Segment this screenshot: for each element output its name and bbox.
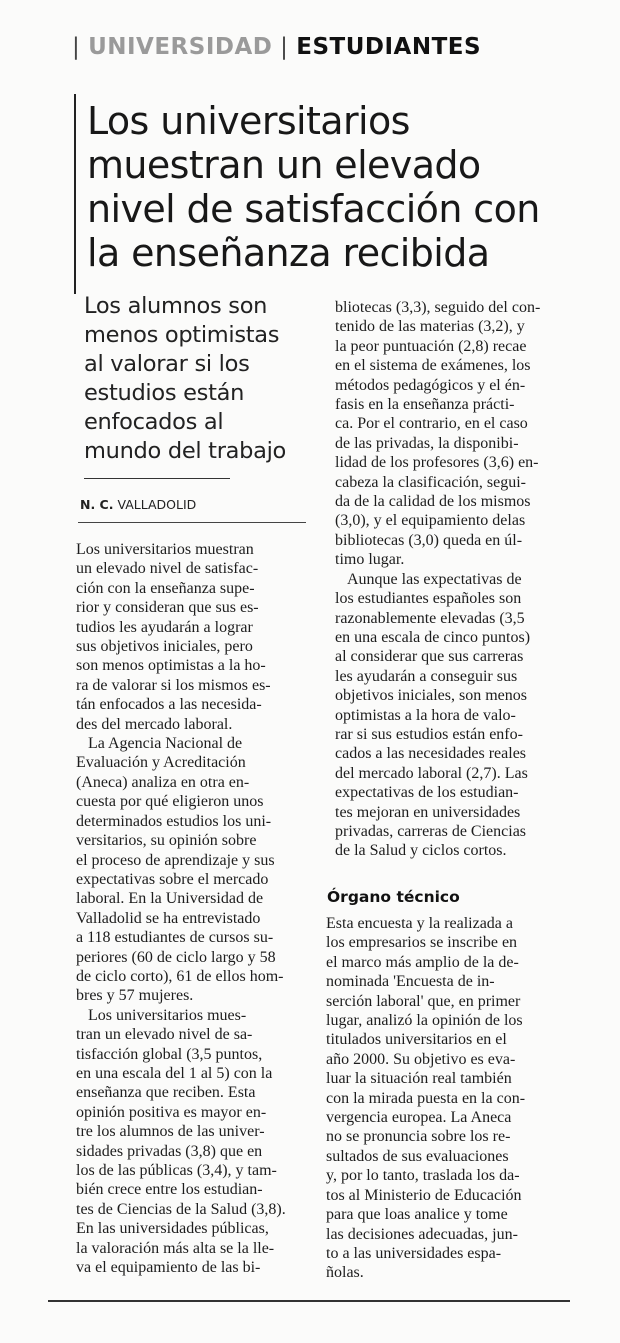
- byline: [80, 497, 196, 512]
- text-line: de la Salud y ciclos cortos.: [335, 842, 507, 860]
- text-line: opinión positiva es mayor en-: [76, 1103, 267, 1121]
- headline-line: Los universitarios: [87, 99, 410, 143]
- text-line: rior y consideran que sus es-: [76, 599, 259, 617]
- text-line: Esta encuesta y la realizada a: [326, 915, 513, 932]
- headline: [87, 99, 607, 275]
- text-line: serción laboral' que, en primer: [326, 992, 521, 1010]
- section-label: UNIVERSIDAD: [88, 34, 273, 60]
- text-line: el marco más amplio de la de-: [326, 953, 519, 971]
- text-line: bliotecas (3,3), seguido del con-: [335, 299, 541, 316]
- text-line: la valoración más alta se la lle-: [76, 1239, 275, 1257]
- text-line: tudios les ayudarán a lograr: [76, 618, 253, 636]
- text-line: des del mercado laboral.: [76, 715, 233, 733]
- text-line: cados a las necesidades reales: [335, 745, 527, 763]
- headline-line: nivel de satisfacción con: [87, 187, 540, 231]
- text-line: del mercado laboral (2,7). Las: [335, 764, 528, 782]
- text-line: timo lugar.: [335, 551, 405, 569]
- text-line: tán enfocados a las necesida-: [76, 696, 262, 714]
- text-line: En las universidades públicas,: [76, 1220, 269, 1238]
- text-line: La Agencia Nacional de: [88, 735, 243, 753]
- text-line: en una escala del 1 al 5) con la: [76, 1064, 273, 1082]
- text-line: (Aneca) analiza en otra en-: [76, 773, 250, 791]
- text-line: son menos optimistas a la ho-: [76, 657, 266, 675]
- text-line: a 118 estudiantes de cursos su-: [76, 929, 274, 947]
- text-line: laboral. En la Universidad de: [76, 890, 264, 908]
- text-line: to a las universidades espa-: [326, 1244, 502, 1262]
- text-line: versitarios, su opinión sobre: [76, 832, 257, 850]
- headline-line: muestran un elevado: [87, 143, 481, 187]
- text-line: razonablemente elevadas (3,5: [335, 609, 525, 627]
- text-line: Los universitarios mues-: [88, 1006, 247, 1024]
- text-line: ñolas.: [326, 1264, 364, 1282]
- text-line: tisfacción global (3,5 puntos,: [76, 1045, 263, 1063]
- text-line: tes mejoran en universidades: [335, 803, 521, 821]
- text-line: para que loas analice y tome: [326, 1206, 508, 1224]
- text-line: y, por lo tanto, traslada los da-: [326, 1167, 520, 1185]
- text-line: vergencia europea. La Aneca: [326, 1109, 512, 1127]
- text-line: rar si sus estudios están enfo-: [335, 725, 523, 743]
- section-subtitle: Órgano técnico: [327, 888, 460, 906]
- bottom-rule: [48, 1300, 570, 1302]
- text-line: nominada 'Encuesta de in-: [326, 973, 495, 991]
- text-line: objetivos iniciales, son menos: [335, 687, 527, 705]
- text-line: los estudiantes españoles son: [335, 590, 522, 608]
- byline-location: VALLADOLID: [117, 497, 197, 512]
- text-line: el proceso de aprendizaje y sus: [76, 851, 275, 869]
- text-line: los de las públicas (3,4), y tam-: [76, 1162, 277, 1179]
- article-column-right-continued: [326, 914, 566, 1283]
- byline-rule: [78, 522, 306, 523]
- text-line: expectativas de los estudian-: [335, 784, 519, 802]
- text-line: ción con la enseñanza supe-: [76, 579, 255, 597]
- text-line: con la mirada puesta en la con-: [326, 1089, 526, 1107]
- subhead-line: enfocados al: [84, 409, 224, 435]
- section-header: [72, 34, 481, 60]
- subsection-label: ESTUDIANTES: [296, 34, 482, 60]
- text-line: tos al Ministerio de Educación: [326, 1186, 522, 1204]
- text-line: en el sistema de exámenes, los: [335, 357, 531, 375]
- text-line: les ayudarán a conseguir sus: [335, 667, 518, 685]
- subhead-line: al valorar si los: [84, 351, 250, 377]
- text-line: bibliotecas (3,0) queda en úl-: [335, 531, 523, 549]
- headline-rule: [74, 94, 76, 294]
- text-line: año 2000. Su objetivo es eva-: [326, 1050, 516, 1068]
- text-line: privadas, carreras de Ciencias: [335, 822, 527, 840]
- section-divider: |: [72, 34, 89, 60]
- text-line: en una escala de cinco puntos): [335, 628, 531, 646]
- byline-author: N. C.: [80, 497, 114, 512]
- text-line: bién crece entre los estudian-: [76, 1181, 263, 1199]
- text-line: la peor puntuación (2,8) recae: [335, 337, 527, 355]
- text-line: tre los alumnos de las univer-: [76, 1123, 265, 1141]
- subhead: [84, 292, 319, 466]
- text-line: tran un elevado nivel de sa-: [76, 1026, 253, 1044]
- text-line: cuesta por qué eligieron unos: [76, 793, 264, 811]
- text-line: Aunque las expectativas de: [347, 570, 522, 588]
- text-line: las decisiones adecuadas, jun-: [326, 1225, 518, 1243]
- text-line: cabeza la clasificación, segui-: [335, 473, 526, 491]
- text-line: titulados universitarios en el: [326, 1031, 507, 1049]
- text-line: fasis en la enseñanza prácti-: [335, 396, 515, 414]
- text-line: un elevado nivel de satisfac-: [76, 560, 259, 578]
- article-column-right: [335, 298, 567, 861]
- text-line: determinados estudios los uni-: [76, 812, 272, 830]
- subhead-line: menos optimistas: [84, 322, 280, 348]
- subhead-line: estudios están: [84, 380, 245, 406]
- text-line: al considerar que sus carreras: [335, 648, 524, 666]
- text-line: sus objetivos iniciales, pero: [76, 638, 253, 656]
- text-line: sidades privadas (3,8) que en: [76, 1142, 263, 1160]
- text-line: expectativas sobre el mercado: [76, 870, 269, 888]
- text-line: da de la calidad de los mismos: [335, 493, 531, 511]
- subhead-rule: [84, 478, 230, 479]
- text-line: no se pronuncia sobre los re-: [326, 1128, 511, 1146]
- text-line: enseñanza que reciben. Esta: [76, 1084, 256, 1102]
- text-line: lidad de los profesores (3,6) en-: [335, 454, 539, 472]
- text-line: va el equipamiento de las bi-: [76, 1259, 261, 1277]
- subhead-line: Los alumnos son: [84, 293, 268, 319]
- text-line: (3,0), y el equipamiento delas: [335, 512, 526, 530]
- text-line: ca. Por el contrario, en el caso: [335, 415, 528, 433]
- text-line: de las privadas, la disponibi-: [335, 434, 519, 452]
- text-line: optimistas a la hora de valo-: [335, 706, 516, 724]
- text-line: tes de Ciencias de la Salud (3,8).: [76, 1200, 286, 1218]
- text-line: luar la situación real también: [326, 1070, 512, 1088]
- text-line: Evaluación y Acreditación: [76, 754, 246, 772]
- text-line: métodos pedagógicos y el én-: [335, 376, 526, 394]
- text-line: Los universitarios muestran: [76, 541, 254, 558]
- subhead-line: mundo del trabajo: [84, 438, 287, 464]
- article-column-left: [76, 540, 310, 1277]
- text-line: de ciclo corto), 61 de ellos hom-: [76, 967, 284, 985]
- text-line: sultados de sus evaluaciones: [326, 1147, 509, 1165]
- text-line: tenido de las materias (3,2), y: [335, 318, 525, 336]
- text-line: bres y 57 mujeres.: [76, 987, 194, 1005]
- text-line: ra de valorar si los mismos es-: [76, 676, 271, 694]
- text-line: Valladolid se ha entrevistado: [76, 909, 261, 927]
- headline-line: la enseñanza recibida: [87, 231, 490, 275]
- text-line: periores (60 de ciclo largo y 58: [76, 948, 276, 966]
- section-divider: |: [272, 34, 297, 60]
- text-line: los empresarios se inscribe en: [326, 934, 518, 952]
- text-line: lugar, analizó la opinión de los: [326, 1012, 523, 1030]
